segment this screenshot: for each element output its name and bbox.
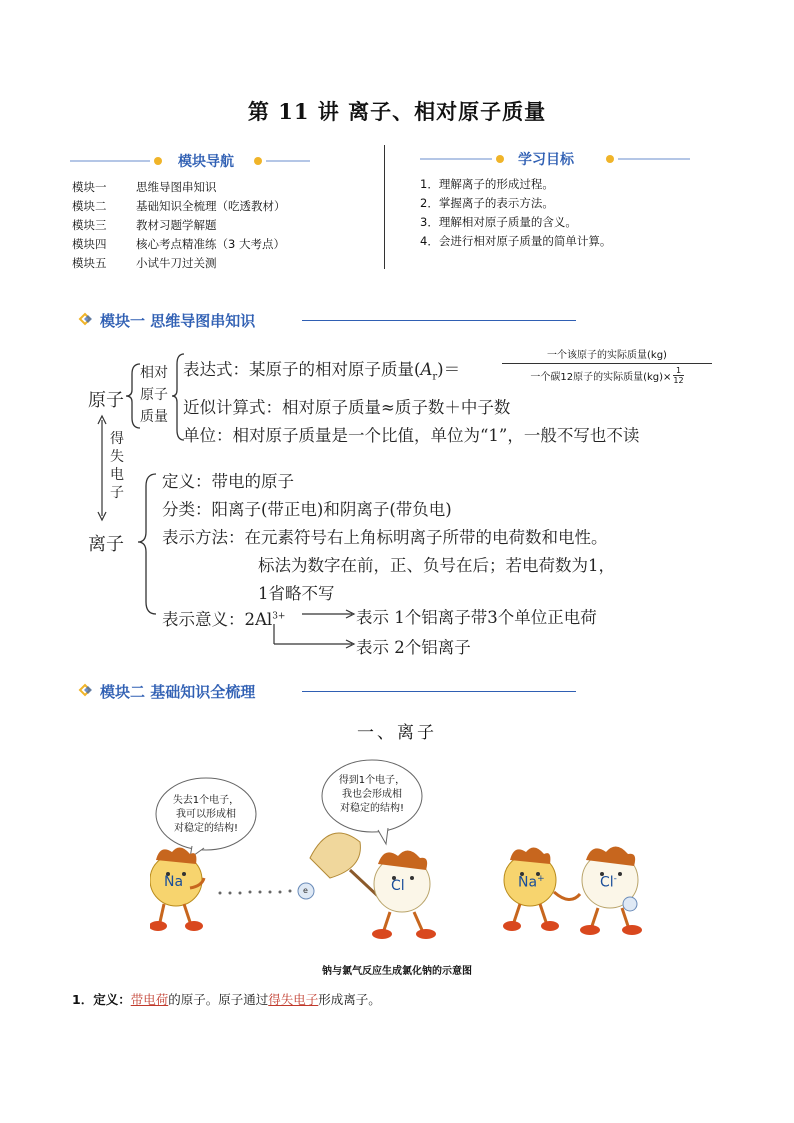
column-divider (384, 145, 385, 269)
ion-meaning-label: 表示意义：$2Al^{3+}$ (162, 610, 286, 629)
nav-item[interactable]: 模块二 基础知识全梳理（吃透教材） (72, 199, 286, 213)
ion-method-1: 表示方法：在元素符号右上角标明离子所带的电荷数和电性。 (162, 528, 608, 547)
nav-item[interactable]: 模块四 核心考点精准练（3 大考点） (72, 237, 285, 251)
cl-minus-character (580, 846, 642, 935)
cl-symbol: Cl (391, 878, 405, 894)
ion-method-3: 1省略不写 (258, 584, 335, 603)
cl-character (372, 850, 436, 939)
goals-heading: 学习目标 (518, 152, 574, 168)
ion-classification: 分类：阳离子(带正电)和阴离子(带负电) (162, 500, 452, 519)
figure-caption: 钠与氯气反应生成氯化钠的示意图 (322, 966, 472, 977)
na-plus-symbol: Na+ (518, 874, 545, 891)
cl-minus-symbol: Cl- (600, 874, 617, 891)
atom-label: 原子 (88, 390, 124, 411)
section2-heading: 模块二 基础知识全梳理 (100, 683, 256, 701)
meaning-1: 表示 1个铝离子带3个单位正电荷 (356, 608, 597, 627)
ion-method-2: 标法为数字在前，正、负号在后；若电荷数为1， (258, 556, 615, 575)
unit-line: 单位：相对原子质量是一个比值，单位为“1”，一般不写也不读 (183, 426, 640, 445)
goal-item: 2．掌握离子的表示方法。 (420, 196, 554, 210)
nav-item[interactable]: 模块五 小试牛刀过关测 (72, 256, 217, 270)
ion-definition: 定义：带电的原子 (162, 472, 294, 491)
nav-list (72, 178, 286, 273)
section1-heading: 模块一 思维导图串知识 (100, 312, 256, 330)
goal-item: 4．会进行相对原子质量的简单计算。 (420, 234, 612, 248)
relative-mass-label: 相对 原子 质量 (140, 365, 168, 425)
section2-rule (302, 691, 576, 692)
goal-item: 3．理解相对原子质量的含义。 (420, 215, 577, 229)
nav-item[interactable]: 模块三 教材习题学解题 (72, 218, 217, 232)
meaning-arrows (270, 600, 360, 656)
meaning-2: 表示 2个铝离子 (356, 638, 471, 657)
gain-lose-electrons: 得 失 电 子 (110, 431, 124, 501)
electron-symbol: e (303, 886, 308, 895)
brace-ion (136, 470, 158, 618)
bubble-cl-text: 得到1个电子， 我也会形成相 对稳定的结构! (338, 775, 406, 814)
ion-label: 离子 (88, 534, 124, 555)
bubble-na-text: 失去1个电子， 我可以形成相 对稳定的结构! (172, 795, 240, 834)
highlight-gain-lose: 得失电子 (268, 992, 319, 1007)
section1-rule (302, 320, 576, 321)
diamond-icon (76, 681, 96, 699)
definition-line: 1．定义：带电荷的原子。原子通过得失电子形成离子。 (72, 992, 381, 1007)
goal-item: 1．理解离子的形成过程。 (420, 177, 554, 191)
expression-line: 表达式：某原子的相对原子质量$(A_r)=$ (183, 360, 461, 383)
nav-item[interactable]: 模块一 思维导图串知识 (72, 180, 217, 194)
approx-line: 近似计算式：相对原子质量≈质子数＋中子数 (183, 398, 511, 417)
page-title: 第 11 讲 离子、相对原子质量 (247, 99, 547, 124)
subheading-ion: 一、离子 (357, 723, 437, 743)
double-arrow (94, 414, 110, 522)
highlight-charged: 带电荷 (130, 992, 169, 1007)
na-symbol: Na (164, 874, 184, 890)
goals-list (420, 175, 611, 251)
diamond-icon (76, 310, 96, 328)
fraction: 一个该原子的实际质量(kg) 一个碳12原子的实际质量(kg)× $\frac{1}{12}$ (502, 346, 712, 385)
nav-heading: 模块导航 (178, 154, 234, 170)
